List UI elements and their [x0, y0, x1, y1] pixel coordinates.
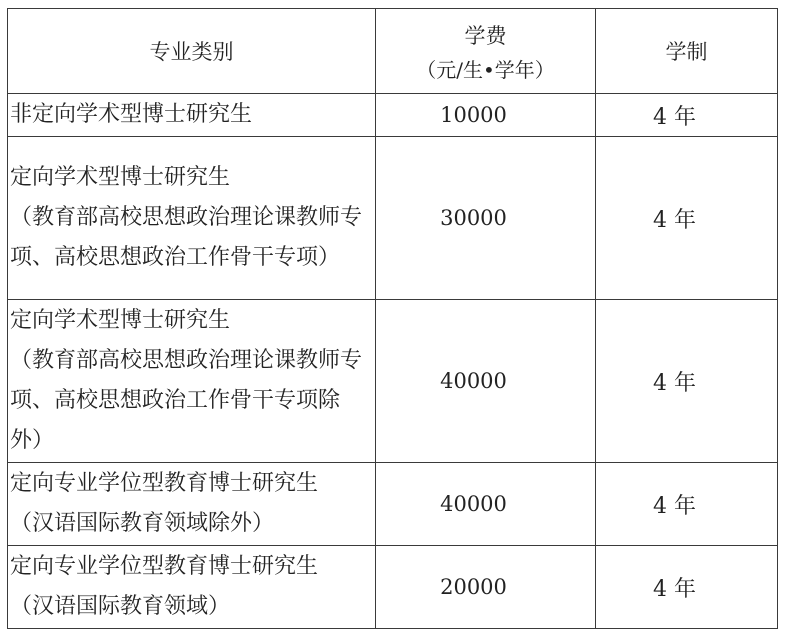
- fee-cell: [376, 463, 596, 546]
- category-cell: 定向专业学位型教育博士研究生 （汉语国际教育领域除外）: [8, 463, 376, 546]
- duration-value: 4 年: [653, 370, 696, 396]
- header-fee-unit: （元/生•学年）: [416, 57, 555, 82]
- header-duration-label: 学制: [665, 40, 708, 64]
- category-cell: 定向学术型博士研究生 （教育部高校思想政治理论课教师专项、高校思想政治工作骨干专项）: [8, 137, 376, 300]
- table-row: [8, 300, 778, 463]
- fee-cell: [376, 546, 596, 629]
- category-cell: 定向专业学位型教育博士研究生 （汉语国际教育领域）: [8, 546, 376, 629]
- table-row: [8, 94, 778, 137]
- fee-value: 40000: [440, 369, 507, 393]
- fee-cell: [376, 137, 596, 300]
- duration-cell: [596, 546, 778, 629]
- header-fee-label: 学费: [464, 23, 507, 48]
- fee-value: 40000: [440, 492, 507, 516]
- table-header-row: [8, 9, 778, 94]
- header-duration: [596, 9, 778, 94]
- fee-cell: [376, 300, 596, 463]
- duration-cell: [596, 137, 778, 300]
- table-row: [8, 546, 778, 629]
- category-cell: 定向学术型博士研究生 （教育部高校思想政治理论课教师专项、高校思想政治工作骨干专项除外）: [8, 300, 376, 463]
- tuition-table-container: [7, 8, 778, 629]
- tuition-table: [7, 8, 778, 629]
- duration-cell: [596, 463, 778, 546]
- duration-cell: [596, 94, 778, 137]
- duration-value: 4 年: [653, 493, 696, 519]
- category-cell: 非定向学术型博士研究生: [8, 94, 376, 137]
- header-fee: [376, 9, 596, 94]
- duration-cell: [596, 300, 778, 463]
- fee-cell: [376, 94, 596, 137]
- fee-value: 10000: [440, 103, 507, 127]
- duration-value: 4 年: [653, 576, 696, 602]
- table-row: [8, 463, 778, 546]
- duration-value: 4 年: [653, 207, 696, 233]
- duration-value: 4 年: [653, 104, 696, 130]
- header-category: [8, 9, 376, 94]
- table-row: [8, 137, 778, 300]
- fee-value: 20000: [440, 575, 507, 599]
- header-category-label: 专业类别: [149, 40, 234, 64]
- fee-value: 30000: [440, 206, 507, 230]
